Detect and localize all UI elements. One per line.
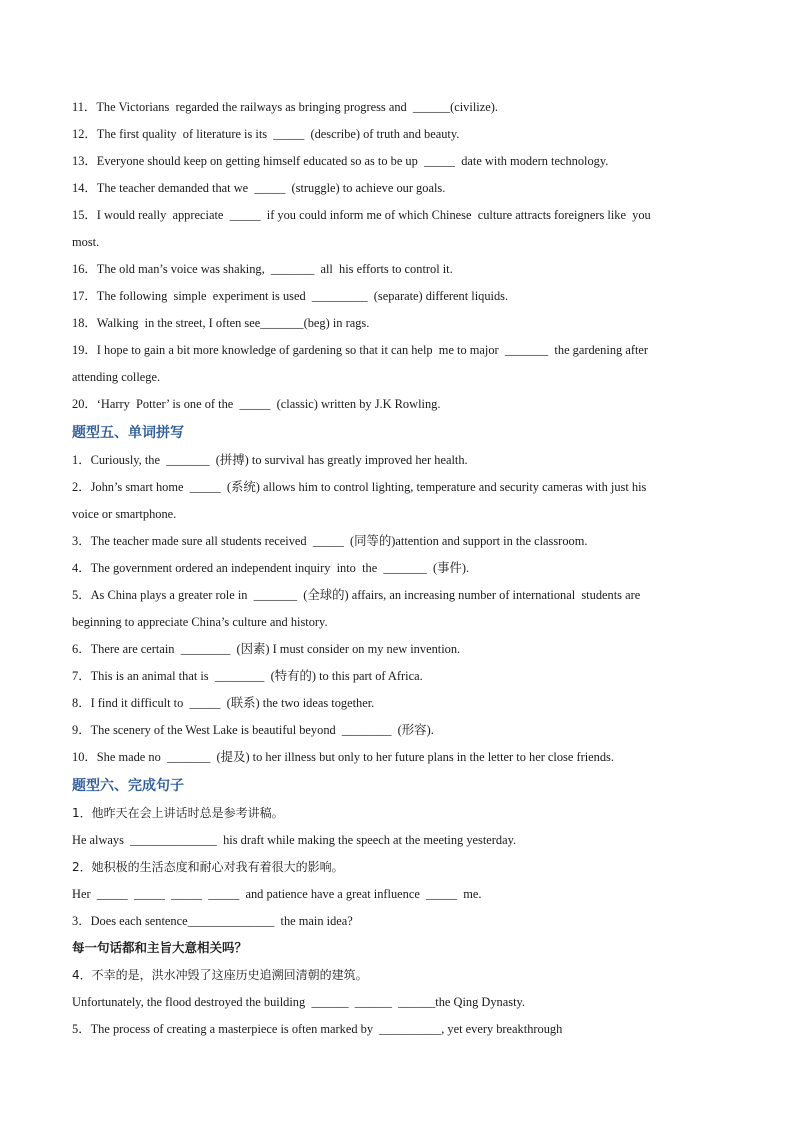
question-line: 2．John’s smart home _____ (系统) allows him to control lighting, temperature and security cameras with just his <box>72 479 647 494</box>
question-block-spelling <box>72 446 732 770</box>
question-line: 20．‘Harry Potter’ is one of the _____ (classic) written by J.K Rowling. <box>72 396 441 411</box>
question-line: 8．I find it difficult to _____ (联系) the two ideas together. <box>72 695 375 710</box>
question-line-continued: most. <box>72 234 100 249</box>
question-line: 12．The first quality of literature is its _____ (describe) of truth and beauty. <box>72 126 460 141</box>
section-heading-word-spelling: 题型五、单词拼写 <box>72 424 184 441</box>
question-line-continued: voice or smartphone. <box>72 506 177 521</box>
question-line-continued: attending college. <box>72 369 161 384</box>
question-line: 17．The following simple experiment is used _________ (separate) different liquids. <box>72 288 509 303</box>
question-line: 1．Curiously, the _______ (拼搏) to survival has greatly improved her health. <box>72 452 468 467</box>
question-line: 15．I would really appreciate _____ if you could inform me of which Chinese culture attracts foreigners like you <box>72 207 651 222</box>
question-line: 13．Everyone should keep on getting himself educated so as to be up _____ date with modern technology. <box>72 153 609 168</box>
english-sentence: 3．Does each sentence______________ the main idea? <box>72 913 353 928</box>
question-line: 7．This is an animal that is ________ (特有的) to this part of Africa. <box>72 668 423 683</box>
question-line: 10．She made no _______ (提及) to her illness but only to her future plans in the letter to her close friends. <box>72 749 614 764</box>
chinese-prompt: 1．他昨天在会上讲话时总是参考讲稿。 <box>72 805 284 820</box>
question-block-sentences <box>72 799 732 1042</box>
worksheet-page <box>72 93 732 1042</box>
question-line: 3．The teacher made sure all students received _____ (同等的)attention and support in the classroom. <box>72 533 588 548</box>
question-line: 14．The teacher demanded that we _____ (struggle) to achieve our goals. <box>72 180 446 195</box>
question-line: 11．The Victorians regarded the railways as bringing progress and ______(civilize). <box>72 99 498 114</box>
question-line: 4．The government ordered an independent inquiry into the _______ (事件). <box>72 560 470 575</box>
english-sentence: Her _____ _____ _____ _____ and patience have a great influence _____ me. <box>72 886 482 901</box>
chinese-prompt: 4．不幸的是，洪水冲毁了这座历史追溯回清朝的建筑。 <box>72 967 368 982</box>
english-sentence: 5．The process of creating a masterpiece is often marked by __________, yet every breakthrough <box>72 1021 563 1036</box>
question-block-fill <box>72 93 732 417</box>
question-line: 19．I hope to gain a bit more knowledge of gardening so that it can help me to major _______ the gardening after <box>72 342 649 357</box>
question-line: 6．There are certain ________ (因素) I must consider on my new invention. <box>72 641 461 656</box>
english-sentence: He always ______________ his draft while making the speech at the meeting yesterday. <box>72 832 517 847</box>
section-heading-complete-sentences: 题型六、完成句子 <box>72 777 184 794</box>
chinese-prompt: 2．她积极的生活态度和耐心对我有着很大的影响。 <box>72 859 344 874</box>
english-sentence: Unfortunately, the flood destroyed the building ______ ______ ______the Qing Dynasty. <box>72 994 525 1009</box>
question-line: 9．The scenery of the West Lake is beautiful beyond ________ (形容). <box>72 722 434 737</box>
question-line: 5．As China plays a greater role in _______ (全球的) affairs, an increasing number of international students are <box>72 587 641 602</box>
question-line: 18．Walking in the street, I often see_______(beg) in rags. <box>72 315 370 330</box>
chinese-prompt: 每一句话都和主旨大意相关吗？ <box>72 939 248 955</box>
question-line-continued: beginning to appreciate China’s culture and history. <box>72 614 328 629</box>
question-line: 16．The old man’s voice was shaking, _______ all his efforts to control it. <box>72 261 453 276</box>
